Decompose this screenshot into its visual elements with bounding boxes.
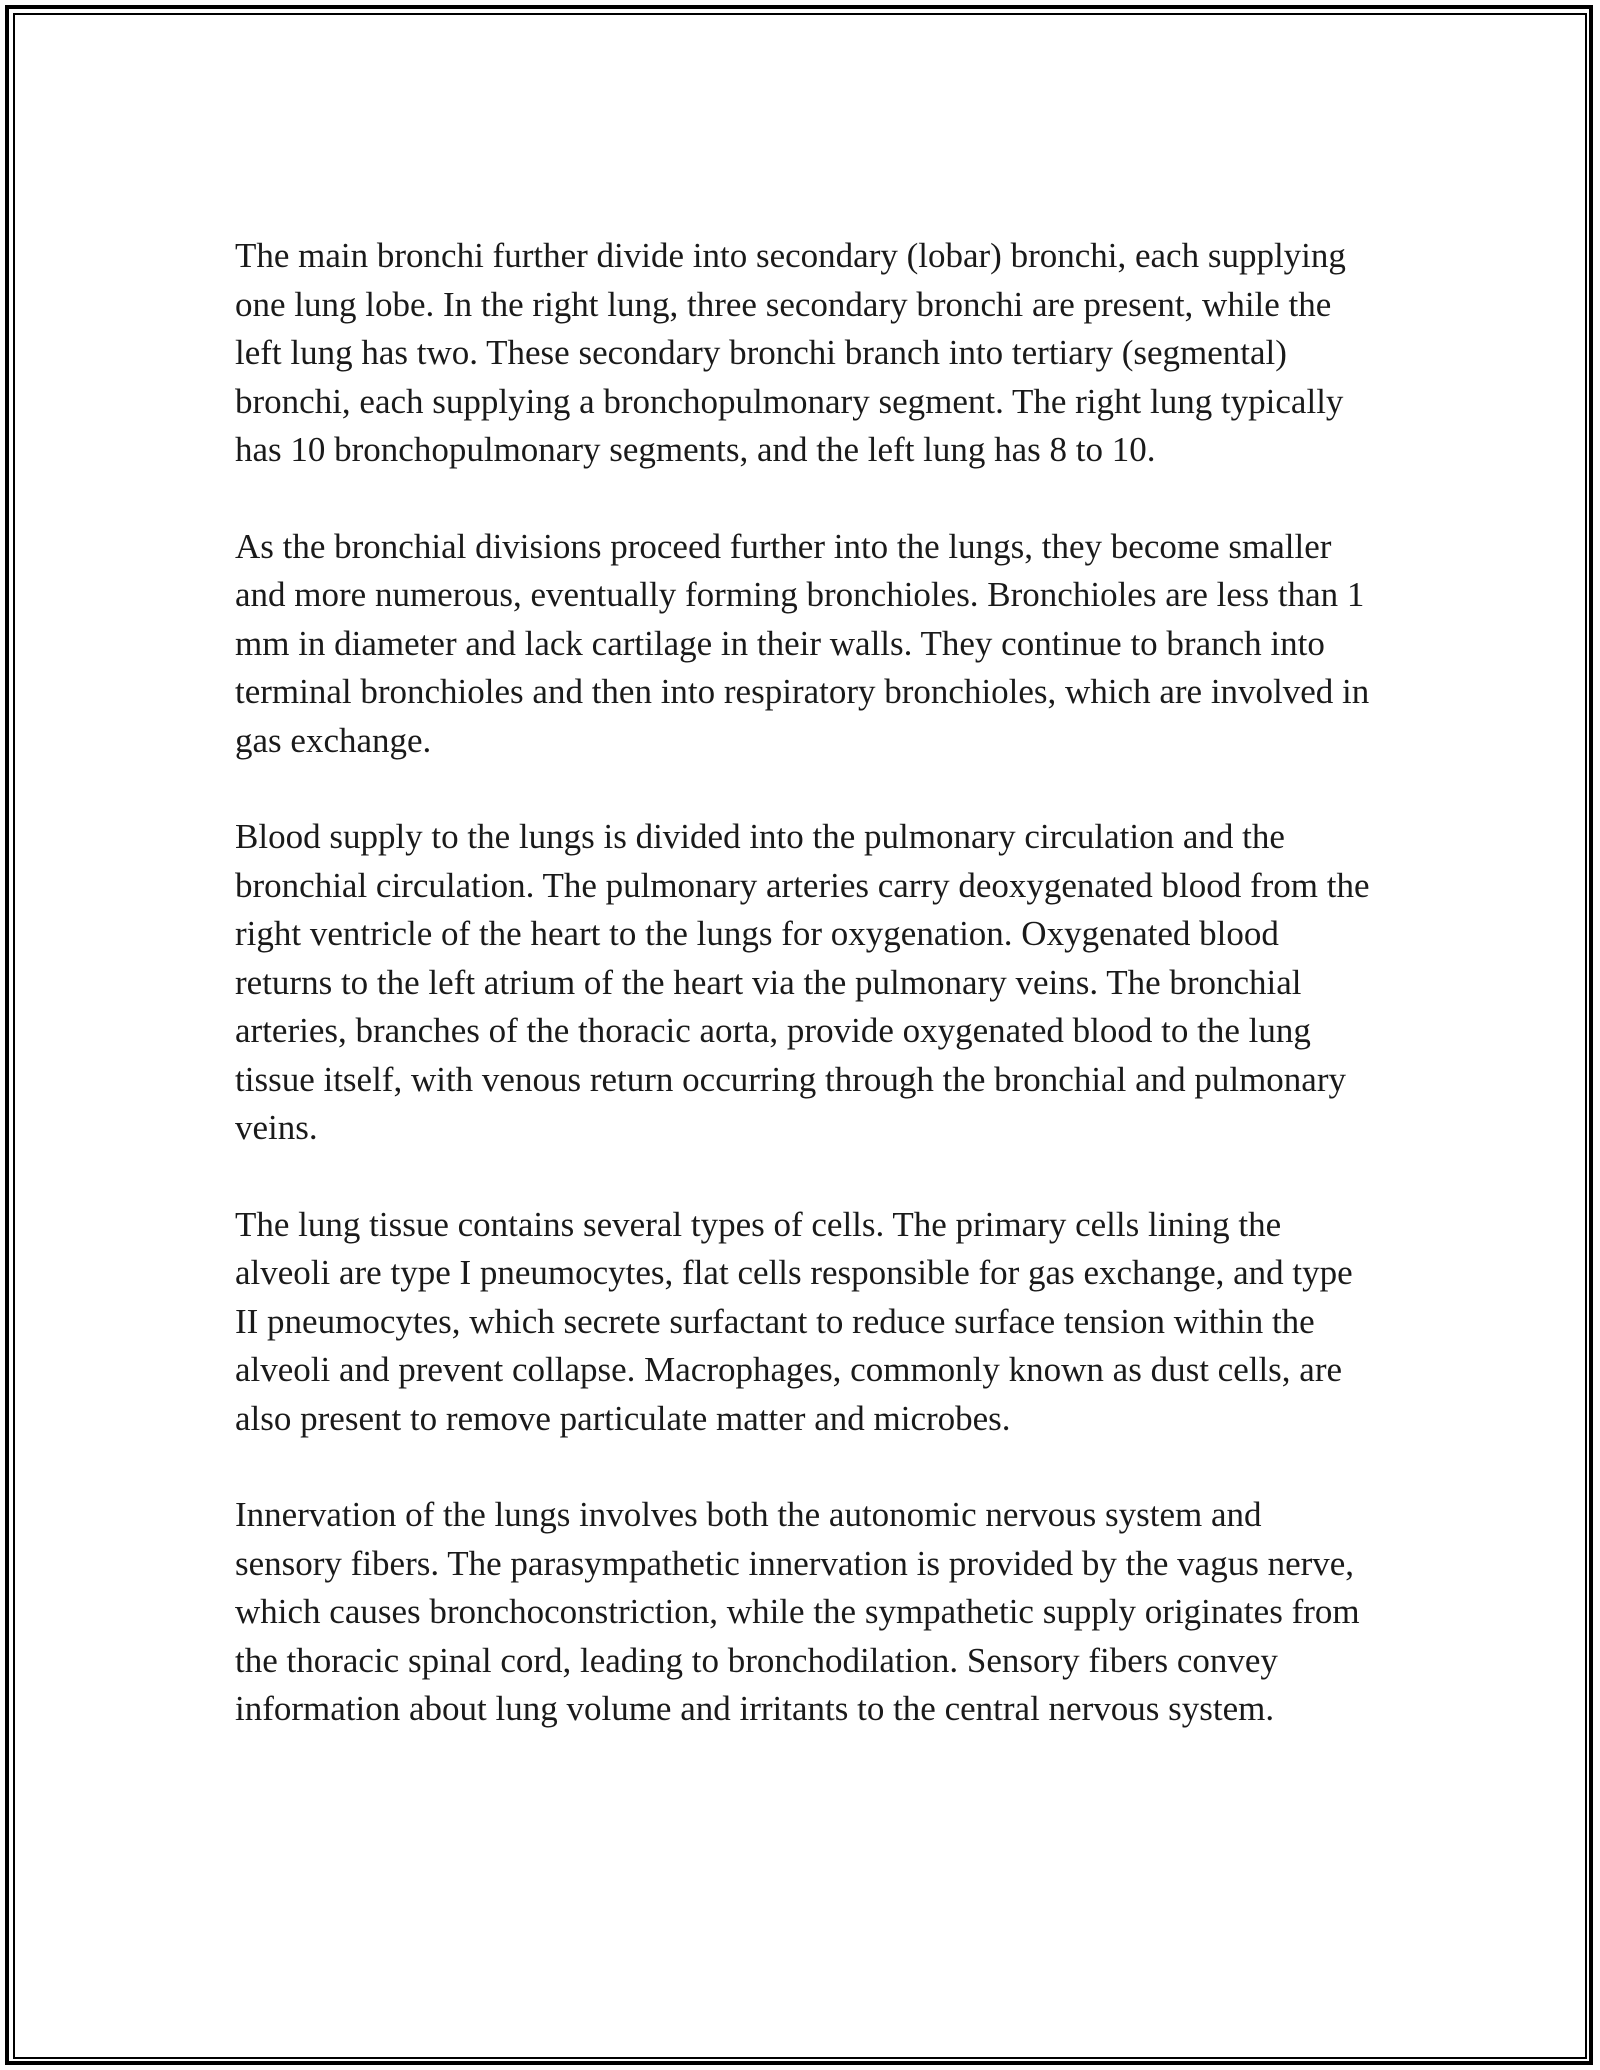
- paragraph-blood-supply: Blood supply to the lungs is divided into the pulmonary circulation and the bronchial circulation. The pulmonary arteries carry deoxygenated blood from the right ventricle of the heart to the lungs for oxygenation. Oxygenated blood returns to the left atrium of the heart via the pulmonary veins. The bronchial arteries, branches of the thoracic aorta, provide oxygenated blood to the lung tissue itself, with venous return occurring through the bronchial and pulmonary veins.: [235, 817, 1370, 1147]
- paragraph-lung-cells: The lung tissue contains several types of cells. The primary cells lining the alveoli are type I pneumocytes, flat cells responsible for gas exchange, and type II pneumocytes, which secrete surfactant to reduce surface tension within the alveoli and prevent collapse. Macrophages, commonly known as dust cells, are also present to remove particulate matter and microbes.: [235, 1204, 1353, 1438]
- paragraph-bronchioles: As the bronchial divisions proceed further into the lungs, they become smaller and more numerous, eventually forming bronchioles. Bronchioles are less than 1 mm in diameter and lack cartilage in their walls. They continue to branch into terminal bronchioles and then into respiratory bronchioles, which are involved in gas exchange.: [235, 526, 1370, 760]
- paragraph-bronchi-divisions: The main bronchi further divide into secondary (lobar) bronchi, each supplying one lung lobe. In the right lung, three secondary bronchi are present, while the left lung has two. These secondary bronchi branch into tertiary (segmental) bronchi, each supplying a bronchopulmonary segment. The right lung typically has 10 bronchopulmonary segments, and the left lung has 8 to 10.: [235, 236, 1346, 469]
- document-body: [235, 232, 1370, 1734]
- paragraph-innervation: Innervation of the lungs involves both the autonomic nervous system and sensory fibers. The parasympathetic innervation is provided by the vagus nerve, which causes bronchoconstriction, while the sympathetic supply originates from the thoracic spinal cord, leading to bronchodilation. Sensory fibers convey information about lung volume and irritants to the central nervous system.: [235, 1495, 1360, 1728]
